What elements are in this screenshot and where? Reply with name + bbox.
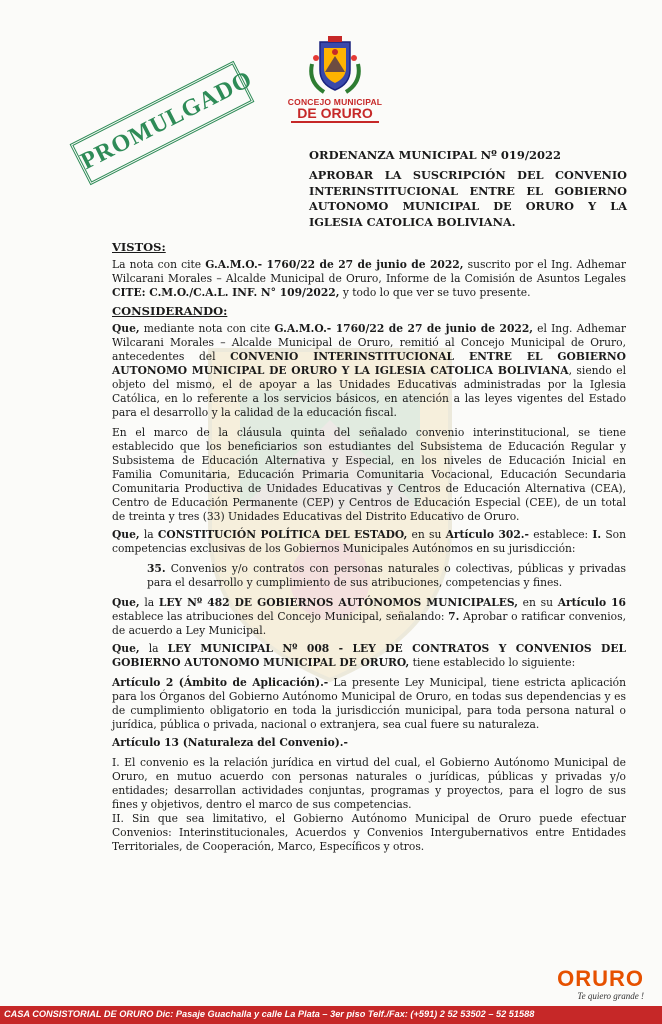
text-run: La presente Ley Municipal, tiene estricta aplicación para los Órganos del Gobierno Autónomo Municipal de Oruro, en todas sus dependencias y es de cumplimiento obligatorio en toda la jurisdicción municipal, para toda persona natural o jurídica, pública o privada, nacional o extranjera, sea cual fuere su naturaleza. [112,676,626,731]
considerando-paragraph-5 [112,642,626,670]
text-run-bold: Que, [112,528,140,541]
text-run-bold: G.A.M.O.- 1760/22 de 27 de junio de 2022, [205,258,464,271]
text-run-bold: Artículo 16 [557,596,626,609]
text-run: la [139,596,159,609]
text-run-bold: CONSTITUCIÓN POLÍTICA DEL ESTADO, [157,528,408,541]
text-run: y todo lo que ver se tuvo presente. [339,286,531,299]
text-run-bold: LEY Nº 482 DE GOBIERNOS AUTÓNOMOS MUNICIPALES, [158,596,518,609]
considerando-paragraph-4 [112,596,626,638]
vistos-heading: VISTOS: [112,240,166,254]
text-run: la [139,528,158,541]
oruro-brand-logo [557,968,644,1001]
text-run-bold: CONVENIO INTERINSTITUCIONAL ENTRE EL GOBIERNO AUTONOMO MUNICIPAL DE ORURO Y LA IGLESIA CATOLICA BOLIVIANA [112,350,626,377]
text-run: , siendo el objeto del mismo, el de apoyar a las Unidades Educativas administradas por la Iglesia Católica, en lo referente a los servicios básicos, en atención a las leyes vigentes del Estado para el desarrollo y la calidad de la educación fiscal. [112,364,626,419]
article-13-heading [112,736,626,750]
council-underline [291,121,379,123]
council-name-line1: CONCEJO MUNICIPAL [287,97,383,107]
article-2-paragraph [112,676,626,732]
considerando-paragraph-3 [112,528,626,556]
text-run: la [139,642,168,655]
article-13-paragraph-1: I. El convenio es la relación jurídica en virtud del cual, el Gobierno Autónomo Municipal de Oruro, en mutuo acuerdo con personas naturales o jurídicas, públicas y privadas y/o entidades; desarrollan actividades conjuntas, programas y proyectos, para el logro de sus fines y objetivos, dentro el marco de sus competencias. [112,756,626,811]
text-run-bold: Artículo 13 (Naturaleza del Convenio).- [112,736,348,749]
considerando-paragraph-2: En el marco de la cláusula quinta del señalado convenio interinstitucional, se tiene establecido que los beneficiarios son estudiantes del Subsistema de Educación Regular y Subsistema de Educación Alternativa y Especial, en los niveles de Educación Inicial en Familia Comunitaria, Educación Primaria Comunitaria Vocacional, Educación Secundaria Comunitaria Productiva de Unidades Educativas y Centros de Educación Alternativa (CEA), Centro de Educación Permanente (CEP) y Centros de Educación Especial (CEE), de un total de treinta y tres (33) Unidades Educativas del Distrito Educativo de Oruro. [112,426,626,523]
brand-name: ORURO [557,966,644,991]
text-run-bold: Que, [112,322,140,335]
article-13-paragraph-2: II. Sin que sea limitativo, el Gobierno Autónomo Municipal de Oruro puede efectuar Convenios: Interinstitucionales, Acuerdos y Convenios Intergubernativos entre Entidades Territoriales, de Cooperación, Marco, Específicos y otros. [112,812,626,853]
text-run: establece: [528,528,593,541]
text-run: Son competencias exclusivas de los Gobiernos Municipales Autónomos en su jurisdicción: [112,528,626,555]
council-emblem-icon [306,34,364,96]
brand-slogan: Te quiero grande ! [577,991,644,1001]
text-run-bold: I. [592,528,602,541]
text-run-bold: 7. [448,610,460,623]
text-run-bold: LEY MUNICIPAL Nº 008 - LEY DE CONTRATOS Y CONVENIOS DEL GOBIERNO AUTONOMO MUNICIPAL DE ORURO, [112,642,626,669]
text-run: suscrito por el Ing. Adhemar Wilcarani Morales – Alcalde Municipal de Oruro, Informe de la Comisión de Asuntos Legales [112,258,626,285]
text-run-bold: Que, [112,596,140,609]
text-run: tiene establecido lo siguiente: [409,656,576,669]
quoted-article-35 [112,562,626,590]
footer-address: CASA CONSISTORIAL DE ORURO Dic: Pasaje Guachalla y calle La Plata – 3er piso Telf./Fax: (+591) 2 52 53502 – 52 51588 [4,1009,535,1019]
text-run: La nota con cite [112,258,206,271]
text-run: en su [517,596,558,609]
text-run: mediante nota con cite [139,322,275,335]
text-run-bold: Artículo 302.- [445,528,529,541]
council-logo-text [287,97,383,123]
vistos-paragraph [112,258,626,300]
text-run: Aprobar o ratificar convenios, de acuerdo a Ley Municipal. [112,610,626,637]
text-run-bold: Artículo 2 (Ámbito de Aplicación).- [112,676,329,689]
text-run: establece las atribuciones del Concejo Municipal, señalando: [112,610,449,623]
text-run: el Ing. Adhemar Wilcarani Morales – Alcalde Municipal de Oruro, remitió al Concejo Municipal de Oruro, antecedentes del [112,322,626,363]
promulgado-stamp: PROMULGADO [70,61,255,186]
text-run-bold: CITE: C.M.O./C.A.L. INF. N° 109/2022, [112,286,340,299]
ordinance-subject: APROBAR LA SUSCRIPCIÓN DEL CONVENIO INTERINSTITUCIONAL ENTRE EL GOBIERNO AUTONOMO MUNICIPAL DE ORURO Y LA IGLESIA CATOLICA BOLIVIANA. [309,168,627,229]
council-name-line2: DE ORURO [297,105,373,121]
text-run-bold: Que, [112,642,140,655]
document-body [112,240,626,854]
text-run: en su [407,528,446,541]
text-run: Convenios y/o contratos con personas naturales o colectivas, públicas y privadas para el desarrollo y cumplimiento de sus atribuciones, competencias y fines. [147,562,626,589]
considerando-heading: CONSIDERANDO: [112,304,228,318]
ordinance-title: ORDENANZA MUNICIPAL Nº 019/2022 [309,148,562,162]
text-run-bold: G.A.M.O.- 1760/22 de 27 de junio de 2022, [274,322,533,335]
considerando-paragraph-1 [112,322,626,420]
text-run-bold: 35. [147,562,166,575]
